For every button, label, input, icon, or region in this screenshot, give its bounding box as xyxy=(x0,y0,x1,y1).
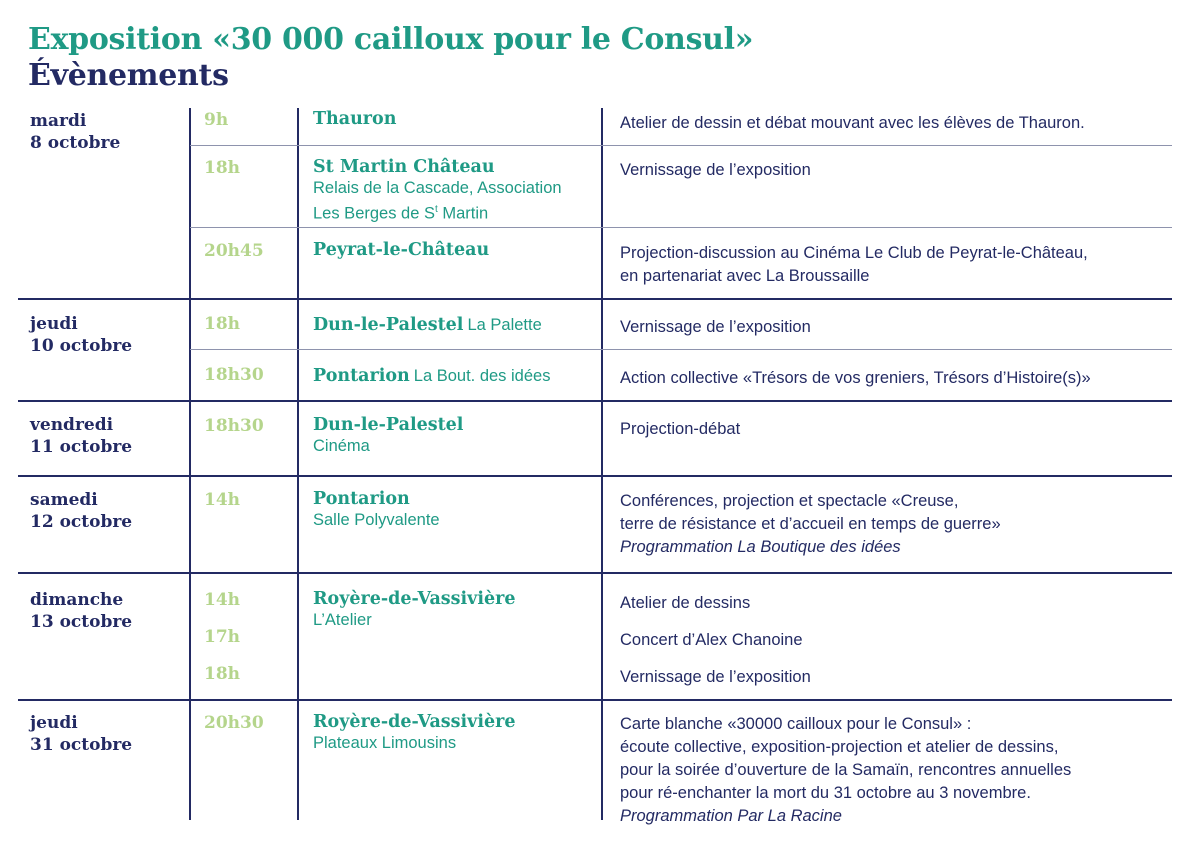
description-line: Action collective «Trésors de vos greniers, Trésors d’Histoire(s)» xyxy=(620,369,1091,387)
row-divider xyxy=(190,145,1172,146)
day-daymonth: 31 octobre xyxy=(30,735,133,755)
description-line: pour ré-enchanter la mort du 31 octobre au 3 novembre. xyxy=(620,784,1031,802)
day-divider xyxy=(18,699,1172,701)
day-weekday: dimanche xyxy=(30,590,124,610)
event-location-name: Dun-le-Palestel xyxy=(313,315,464,335)
programme-credit: Programmation Par La Racine xyxy=(620,807,842,825)
event-time: 18h xyxy=(204,158,241,178)
event-description xyxy=(620,490,1001,559)
day-weekday: samedi xyxy=(30,490,98,510)
description-line: Atelier de dessins xyxy=(620,594,751,612)
day-daymonth: 11 octobre xyxy=(30,437,133,457)
event-location-name: St Martin Château xyxy=(313,157,495,177)
day-date xyxy=(30,110,120,154)
event-place xyxy=(313,314,599,336)
event-description xyxy=(620,713,1071,828)
day-date xyxy=(30,589,132,633)
event-time: 14h xyxy=(204,490,241,510)
event-description xyxy=(620,159,811,182)
description-line: Atelier de dessin et débat mouvant avec les élèves de Thauron. xyxy=(620,114,1085,132)
event-location-name: Royère-de-Vassivière xyxy=(313,712,516,732)
event-time: 18h xyxy=(204,664,241,684)
event-venue: Salle Polyvalente xyxy=(313,511,440,529)
day-divider xyxy=(18,400,1172,402)
event-time: 18h xyxy=(204,314,241,334)
day-date xyxy=(30,313,132,357)
event-location-name: Pontarion xyxy=(313,366,410,386)
day-date xyxy=(30,489,132,533)
event-place xyxy=(313,414,599,457)
event-location-name: Pontarion xyxy=(313,489,410,509)
row-divider xyxy=(190,227,1172,228)
day-divider xyxy=(18,298,1172,300)
event-description xyxy=(620,592,750,615)
event-time: 14h xyxy=(204,590,241,610)
event-description xyxy=(620,666,811,689)
description-line: Concert d’Alex Chanoine xyxy=(620,631,803,649)
event-description xyxy=(620,242,1088,288)
event-venue: Relais de la Cascade, Association xyxy=(313,179,562,197)
programme-credit: Programmation La Boutique des idées xyxy=(620,538,901,556)
event-location-name: Dun-le-Palestel xyxy=(313,415,464,435)
description-line: terre de résistance et d’accueil en temps de guerre» xyxy=(620,515,1001,533)
description-line: Projection-discussion au Cinéma Le Club de Peyrat-le-Château, xyxy=(620,244,1088,262)
event-time: 20h30 xyxy=(204,713,264,733)
event-location-name: Thauron xyxy=(313,109,397,129)
event-venue: La Bout. des idées xyxy=(413,367,551,385)
description-line: pour la soirée d’ouverture de la Samaïn, rencontres annuelles xyxy=(620,761,1072,779)
description-line: Projection-débat xyxy=(620,420,741,438)
day-date xyxy=(30,414,132,458)
description-line: Vernissage de l’exposition xyxy=(620,318,811,336)
event-place xyxy=(313,365,599,387)
event-time: 17h xyxy=(204,627,241,647)
day-weekday: jeudi xyxy=(30,713,78,733)
event-venue: Plateaux Limousins xyxy=(313,734,457,752)
event-description xyxy=(620,112,1085,135)
event-place xyxy=(313,588,599,631)
description-line: en partenariat avec La Broussaille xyxy=(620,267,870,285)
page-title: Exposition «30 000 cailloux pour le Consul» xyxy=(28,22,754,57)
event-place xyxy=(313,488,599,531)
event-place xyxy=(313,108,599,130)
event-place xyxy=(313,711,599,754)
event-venue: L’Atelier xyxy=(313,611,372,629)
description-line: Conférences, projection et spectacle «Creuse, xyxy=(620,492,959,510)
event-place xyxy=(313,239,599,261)
column-divider-time xyxy=(189,108,191,820)
description-line: Vernissage de l’exposition xyxy=(620,668,811,686)
day-divider xyxy=(18,475,1172,477)
event-time: 9h xyxy=(204,110,229,130)
event-description xyxy=(620,316,811,339)
description-line: écoute collective, exposition-projection et atelier de dessins, xyxy=(620,738,1059,756)
event-description xyxy=(620,418,740,441)
event-place xyxy=(313,156,599,225)
event-location-name: Peyrat-le-Château xyxy=(313,240,490,260)
day-divider xyxy=(18,572,1172,574)
event-time: 18h30 xyxy=(204,416,264,436)
column-divider-place xyxy=(297,108,299,820)
day-daymonth: 8 octobre xyxy=(30,133,121,153)
description-line: Vernissage de l’exposition xyxy=(620,161,811,179)
day-date xyxy=(30,712,132,756)
event-venue: Cinéma xyxy=(313,437,370,455)
event-time: 20h45 xyxy=(204,241,264,261)
day-weekday: vendredi xyxy=(30,415,114,435)
event-venue: Les Berges de $S^t$ Martin xyxy=(313,204,489,223)
description-line: Carte blanche «30000 cailloux pour le Consul» : xyxy=(620,715,972,733)
row-divider xyxy=(190,349,1172,350)
day-daymonth: 12 octobre xyxy=(30,512,133,532)
event-venue: La Palette xyxy=(467,316,542,334)
column-divider-description xyxy=(601,108,603,820)
event-location-name: Royère-de-Vassivière xyxy=(313,589,516,609)
day-weekday: jeudi xyxy=(30,314,78,334)
event-time: 18h30 xyxy=(204,365,264,385)
day-daymonth: 13 octobre xyxy=(30,612,133,632)
day-weekday: mardi xyxy=(30,111,87,131)
event-description xyxy=(620,629,803,652)
day-daymonth: 10 octobre xyxy=(30,336,133,356)
page-subtitle: Évènements xyxy=(28,58,229,93)
event-description xyxy=(620,367,1091,390)
